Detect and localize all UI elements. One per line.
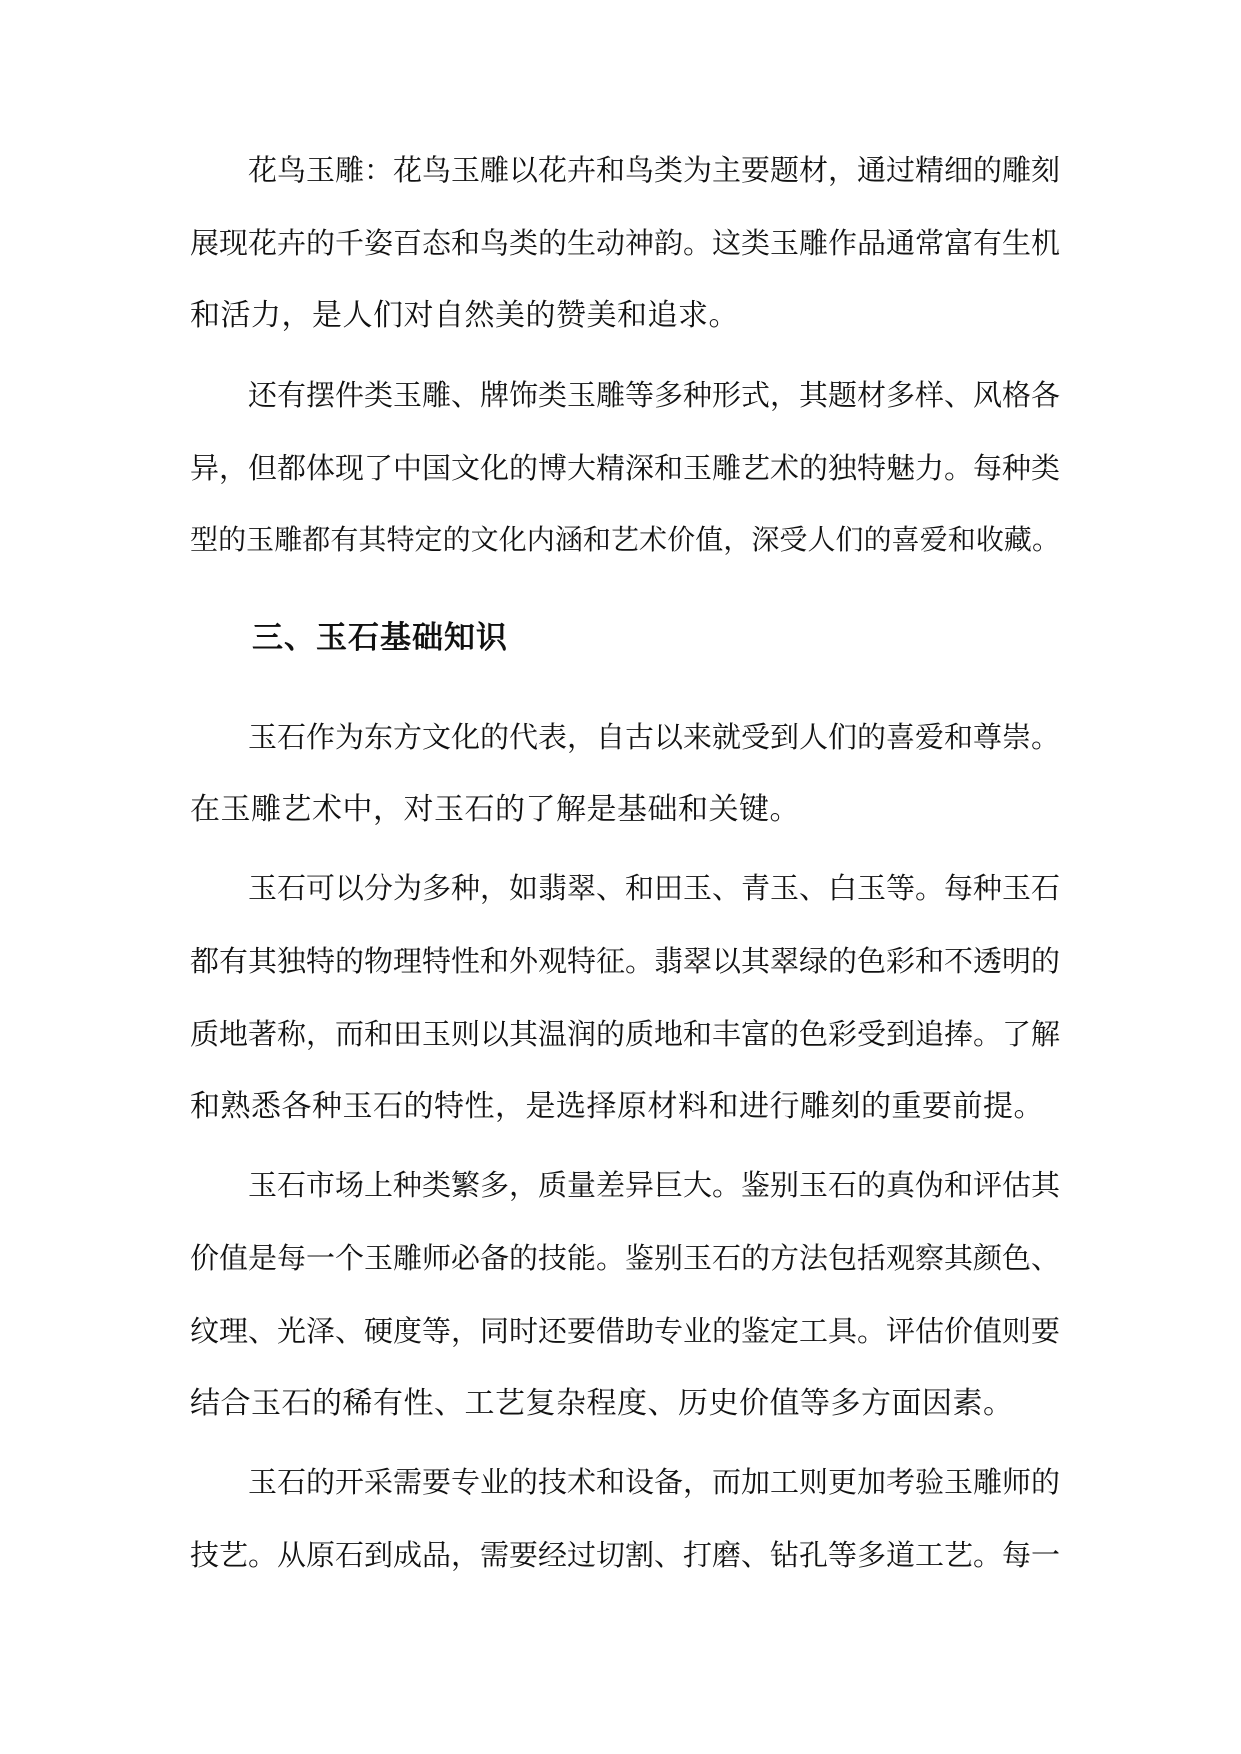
- paragraph-line: 质地著称，而和田玉则以其温润的质地和丰富的色彩受到追捧。了解: [190, 1017, 1061, 1051]
- paragraph-line: 玉石作为东方文化的代表，自古以来就受到人们的喜爱和尊崇。: [248, 720, 1061, 754]
- paragraph-line: 玉石的开采需要专业的技术和设备，而加工则更加考验玉雕师的: [248, 1465, 1061, 1499]
- paragraph-line: 和活力，是人们对自然美的赞美和追求。: [190, 298, 739, 333]
- paragraph-line: 还有摆件类玉雕、牌饰类玉雕等多种形式，其题材多样、风格各: [248, 378, 1061, 412]
- paragraph-line: 都有其独特的物理特性和外观特征。翡翠以其翠绿的色彩和不透明的: [190, 944, 1061, 978]
- paragraph-line: 在玉雕艺术中，对玉石的了解是基础和关键。: [190, 792, 800, 827]
- paragraph-line: 玉石市场上种类繁多，质量差异巨大。鉴别玉石的真伪和评估其: [248, 1168, 1061, 1202]
- paragraph-line: 价值是每一个玉雕师必备的技能。鉴别玉石的方法包括观察其颜色、: [190, 1241, 1061, 1275]
- paragraph-line: 结合玉石的稀有性、工艺复杂程度、历史价值等多方面因素。: [190, 1386, 1014, 1421]
- paragraph-line: 异，但都体现了中国文化的博大精深和玉雕艺术的独特魅力。每种类: [190, 451, 1061, 485]
- paragraph-line: 纹理、光泽、硬度等，同时还要借助专业的鉴定工具。评估价值则要: [190, 1314, 1061, 1348]
- paragraph-line: 展现花卉的千姿百态和鸟类的生动神韵。这类玉雕作品通常富有生机: [190, 226, 1061, 260]
- paragraph-line: 花鸟玉雕：花鸟玉雕以花卉和鸟类为主要题材，通过精细的雕刻: [248, 153, 1061, 187]
- paragraph-line: 技艺。从原石到成品，需要经过切割、打磨、钻孔等多道工艺。每一: [190, 1538, 1061, 1572]
- paragraph-line: 玉石可以分为多种，如翡翠、和田玉、青玉、白玉等。每种玉石: [248, 871, 1061, 905]
- section-heading: 三、玉石基础知识: [252, 620, 508, 656]
- paragraph-line: 和熟悉各种玉石的特性，是选择原材料和进行雕刻的重要前提。: [190, 1089, 1044, 1124]
- paragraph-line: 型的玉雕都有其特定的文化内涵和艺术价值，深受人们的喜爱和收藏。: [190, 523, 1060, 556]
